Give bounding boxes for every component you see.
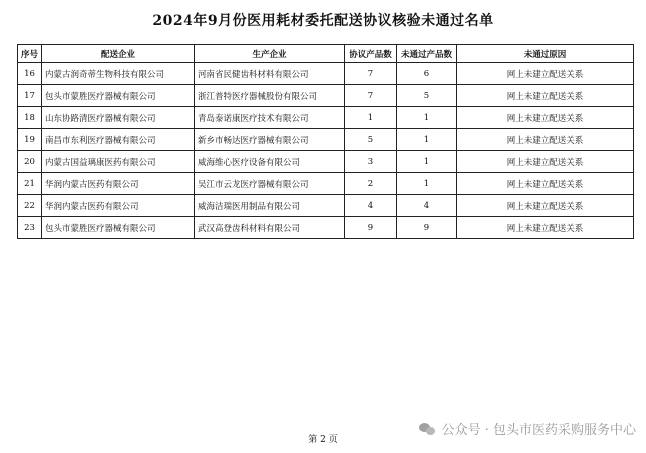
table-row: [18, 107, 634, 129]
table-row: [18, 63, 634, 85]
page-number: 第 2 页: [308, 435, 338, 445]
table-row: [18, 85, 634, 107]
cell-distributor: 华润内蒙古医药有限公司: [42, 195, 195, 217]
cell-agreed-count: 7: [345, 63, 397, 85]
failed-verification-table: [17, 44, 634, 239]
cell-serial: 23: [18, 217, 42, 239]
cell-distributor: 华润内蒙古医药有限公司: [42, 173, 195, 195]
cell-reason: 网上未建立配送关系: [457, 63, 634, 85]
cell-manufacturer: 武汉高登齿科材料有限公司: [195, 217, 345, 239]
cell-agreed-count: 7: [345, 85, 397, 107]
cell-serial: 16: [18, 63, 42, 85]
cell-failed-count: 1: [397, 129, 457, 151]
cell-reason: 网上未建立配送关系: [457, 85, 634, 107]
cell-failed-count: 9: [397, 217, 457, 239]
cell-serial: 20: [18, 151, 42, 173]
cell-agreed-count: 3: [345, 151, 397, 173]
table-row: [18, 195, 634, 217]
table-row: [18, 173, 634, 195]
cell-distributor: 内蒙古国益璃康医药有限公司: [42, 151, 195, 173]
cell-agreed-count: 5: [345, 129, 397, 151]
cell-manufacturer: 吴江市云龙医疗器械有限公司: [195, 173, 345, 195]
cell-failed-count: 1: [397, 151, 457, 173]
table-header-row: [18, 45, 634, 63]
cell-reason: 网上未建立配送关系: [457, 107, 634, 129]
header-serial: 序号: [18, 45, 42, 63]
cell-agreed-count: 1: [345, 107, 397, 129]
cell-distributor: 山东协路清医疗器械有限公司: [42, 107, 195, 129]
header-failed-count: 未通过产品数: [397, 45, 457, 63]
cell-manufacturer: 新乡市畅达医疗器械有限公司: [195, 129, 345, 151]
cell-distributor: 包头市蒙胜医疗器械有限公司: [42, 85, 195, 107]
table-row: [18, 217, 634, 239]
cell-manufacturer: 浙江普特医疗器械股份有限公司: [195, 85, 345, 107]
cell-reason: 网上未建立配送关系: [457, 173, 634, 195]
cell-serial: 19: [18, 129, 42, 151]
cell-distributor: 包头市蒙胜医疗器械有限公司: [42, 217, 195, 239]
table-row: [18, 129, 634, 151]
cell-agreed-count: 4: [345, 195, 397, 217]
cell-reason: 网上未建立配送关系: [457, 151, 634, 173]
header-manufacturer: 生产企业: [195, 45, 345, 63]
table-row: [18, 151, 634, 173]
cell-distributor: 内蒙古润奇蒂生物科技有限公司: [42, 63, 195, 85]
header-distributor: 配送企业: [42, 45, 195, 63]
cell-serial: 22: [18, 195, 42, 217]
header-agreed-count: 协议产品数: [345, 45, 397, 63]
cell-serial: 17: [18, 85, 42, 107]
cell-failed-count: 1: [397, 173, 457, 195]
cell-manufacturer: 威海维心医疗设备有限公司: [195, 151, 345, 173]
cell-agreed-count: 9: [345, 217, 397, 239]
cell-serial: 21: [18, 173, 42, 195]
header-reason: 未通过原因: [457, 45, 634, 63]
cell-reason: 网上未建立配送关系: [457, 217, 634, 239]
cell-manufacturer: 威海洁瑞医用制品有限公司: [195, 195, 345, 217]
cell-agreed-count: 2: [345, 173, 397, 195]
page-title: 2024年9月份医用耗材委托配送协议核验未通过名单: [152, 13, 494, 29]
cell-manufacturer: 河南省民健齿科材料有限公司: [195, 63, 345, 85]
cell-failed-count: 4: [397, 195, 457, 217]
cell-failed-count: 6: [397, 63, 457, 85]
cell-failed-count: 1: [397, 107, 457, 129]
cell-manufacturer: 青岛泰诺康医疗技术有限公司: [195, 107, 345, 129]
cell-distributor: 南昌市东利医疗器械有限公司: [42, 129, 195, 151]
cell-reason: 网上未建立配送关系: [457, 129, 634, 151]
cell-reason: 网上未建立配送关系: [457, 195, 634, 217]
watermark-text: 公众号 · 包头市医药采购服务中心: [441, 423, 636, 438]
cell-failed-count: 5: [397, 85, 457, 107]
cell-serial: 18: [18, 107, 42, 129]
